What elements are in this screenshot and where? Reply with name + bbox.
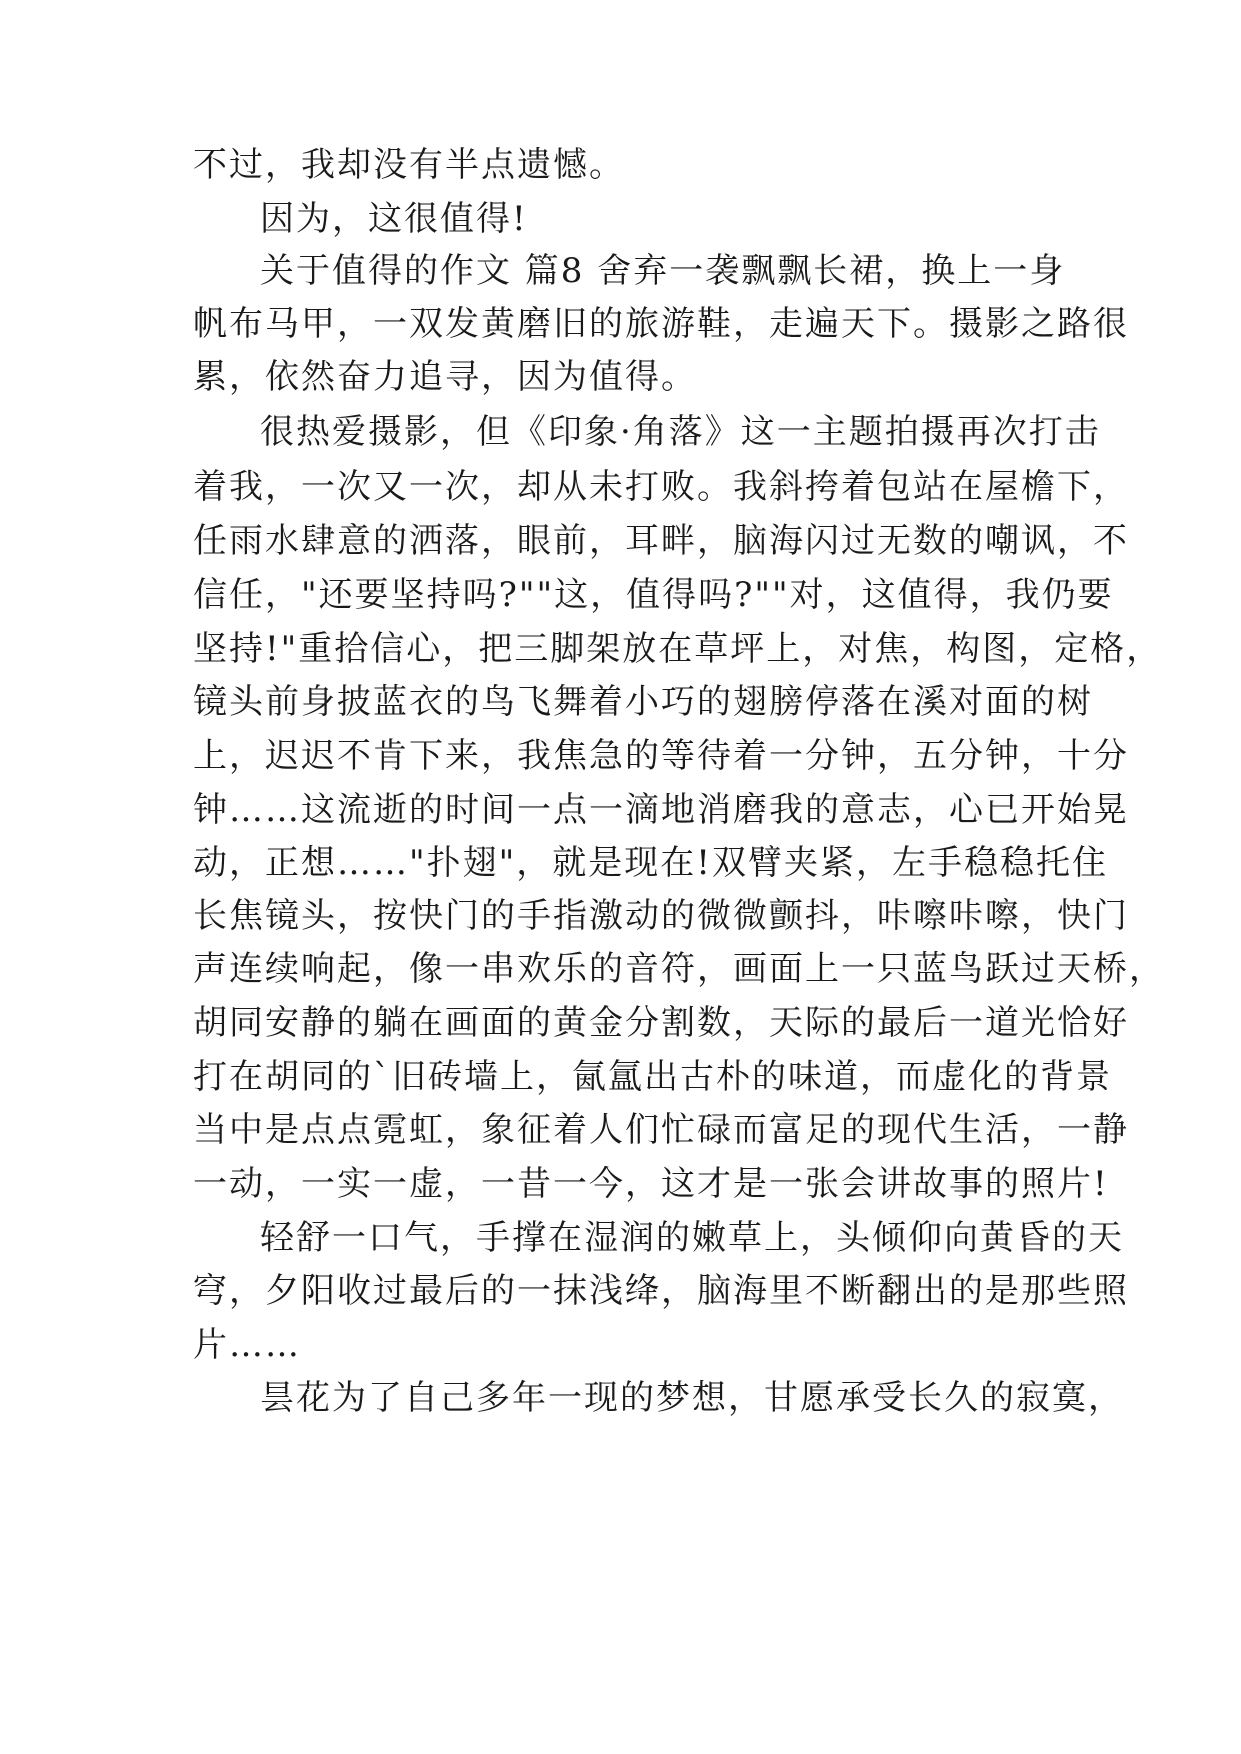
text-line: 长焦镜头，按快门的手指激动的微微颤抖，咔嚓咔嚓，快门 <box>193 896 1129 936</box>
text-line: 当中是点点霓虹，象征着人们忙碌而富足的现代生活，一静 <box>193 1110 1129 1150</box>
text-line: 上，迟迟不肯下来，我焦急的等待着一分钟，五分钟，十分 <box>193 736 1129 776</box>
text-line: 胡同安静的躺在画面的黄金分割数，天际的最后一道光恰好 <box>193 1003 1129 1043</box>
text-line: 一动，一实一虚，一昔一今，这才是一张会讲故事的照片! <box>193 1164 1109 1204</box>
text-line: 穹，夕阳收过最后的一抹浅绛，脑海里不断翻出的是那些照 <box>193 1271 1129 1311</box>
text-line: 着我，一次又一次，却从未打败。我斜挎着包站在屋檐下， <box>193 467 1129 507</box>
text-line: 昙花为了自己多年一现的梦想，甘愿承受长久的寂寞， <box>260 1378 1124 1418</box>
text-line: 信任，"还要坚持吗?""这，值得吗?""对，这值得，我仍要 <box>193 575 1114 615</box>
text-line: 很热爱摄影，但《印象·角落》这一主题拍摄再次打击 <box>260 412 1101 452</box>
text-line: 镜头前身披蓝衣的鸟飞舞着小巧的翅膀停落在溪对面的树 <box>193 682 1093 722</box>
text-line: 累，依然奋力追寻，因为值得。 <box>193 357 697 397</box>
text-line: 声连续响起，像一串欢乐的音符，画面上一只蓝鸟跃过天桥， <box>193 949 1165 989</box>
text-line: 坚持!"重拾信心，把三脚架放在草坪上，对焦，构图，定格， <box>193 629 1163 669</box>
text-line: 任雨水肆意的洒落，眼前，耳畔，脑海闪过无数的嘲讽，不 <box>193 521 1129 561</box>
text-line: 动，正想……"扑翅"，就是现在!双臂夹紧，左手稳稳托住 <box>193 843 1108 883</box>
text-line: 打在胡同的`旧砖墙上，氤氲出古朴的味道，而虚化的背景 <box>193 1057 1112 1097</box>
text-line: 关于值得的作文 篇8 舍弃一袭飘飘长裙，换上一身 <box>260 251 1066 291</box>
text-line: 因为，这很值得! <box>260 199 528 239</box>
text-line: 帆布马甲，一双发黄磨旧的旅游鞋，走遍天下。摄影之路很 <box>193 304 1129 344</box>
text-line: 轻舒一口气，手撑在湿润的嫩草上，头倾仰向黄昏的天 <box>260 1218 1124 1258</box>
text-line: 不过，我却没有半点遗憾。 <box>193 145 625 185</box>
text-line: 片…… <box>193 1325 301 1365</box>
text-line: 钟……这流逝的时间一点一滴地消磨我的意志，心已开始晃 <box>193 790 1129 830</box>
